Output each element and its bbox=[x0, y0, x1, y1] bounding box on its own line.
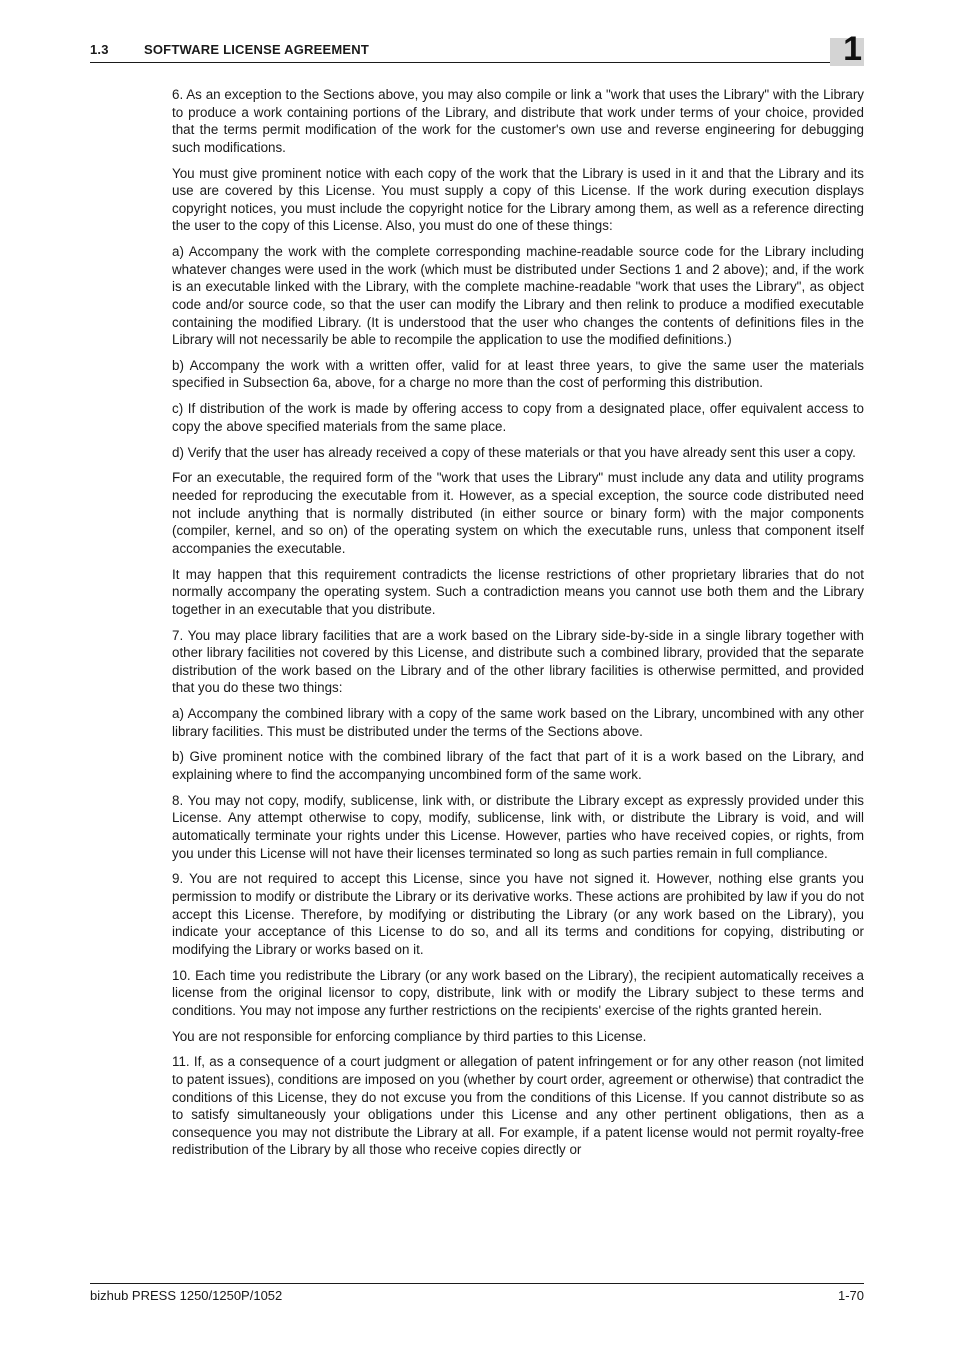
paragraph: d) Verify that the user has already received a copy of these materials or that you have already sent this user a copy. bbox=[172, 444, 856, 460]
page-number: 1-70 bbox=[837, 1288, 864, 1303]
paragraph: 6. As an exception to the Sections above, you may also compile or link a "work that uses the Library" with the Library to produce a work containing portions of the Library, and distribute that work under terms of your choice, provided that the terms permit modification of the work for the customer's own use and reverse engineering for debugging such modifications. bbox=[172, 87, 864, 155]
paragraph: You are not responsible for enforcing compliance by third parties to this License. bbox=[172, 1028, 647, 1044]
paragraph: b) Accompany the work with a written offer, valid for at least three years, to give the same user the materials specified in Subsection 6a, above, for a charge no more than the cost of performing this distribution. bbox=[172, 357, 864, 391]
section-title: SOFTWARE LICENSE AGREEMENT bbox=[144, 42, 370, 57]
paragraph: 8. You may not copy, modify, sublicense, link with, or distribute the Library except as expressly provided under this License. Any attempt otherwise to copy, modify, sublicense, link with, or distribute the Library is void, and will automatically terminate your rights under this License. However, parties who have received copies, or rights, from you under this License will not have their licenses terminated so long as such parties remain in full compliance. bbox=[172, 792, 864, 861]
paragraph: c) If distribution of the work is made by offering access to copy from a designated place, offer equivalent access to copy the above specified materials from the same place. bbox=[172, 401, 864, 434]
license-body bbox=[172, 86, 864, 1167]
chapter-number: 1 bbox=[843, 30, 862, 68]
paragraph: You must give prominent notice with each copy of the work that the Library is used in it and that the Library and its use are covered by this License. You must supply a copy of this License. If the work during execution displays copyright notices, you must include the copyright notice for the Library among them, as well as a reference directing the user to the copy of this License. Also, you must do one of these things: bbox=[172, 165, 864, 234]
chapter-tab bbox=[830, 30, 864, 68]
paragraph: a) Accompany the combined library with a copy of the same work based on the Library, uncombined with any other library facilities. This must be distributed under the terms of the Sections above. bbox=[172, 706, 864, 739]
paragraph: It may happen that this requirement contradicts the license restrictions of other proprietary libraries that do not normally accompany the operating system. Such a contradiction means you cannot use both them and the Library together in an executable that you distribute. bbox=[172, 566, 864, 617]
paragraph: a) Accompany the work with the complete corresponding machine-readable source code for the Library including whatever changes were used in the work (which must be distributed under Sections 1 and 2 above); and, if the work is an executable linked with the Library, with the complete machine-readable "work that uses the Library", as object code and/or source code, so that the user can modify the Library and then relink to produce a modified executable containing the modified Library. (It is understood that the user who changes the contents of definitions files in the Library will not necessarily be able to recompile the application to use the modified definitions.) bbox=[172, 244, 864, 348]
page-header bbox=[90, 30, 864, 68]
paragraph: 9. You are not required to accept this License, since you have not signed it. However, nothing else grants you permission to modify or distribute the Library or its derivative works. These actions are prohibited by law if you do not accept this License. Therefore, by modifying or distributing the Library (or any work based on the Library), you indicate your acceptance of this License to do so, and all its terms and conditions for copying, distributing or modifying the Library or works based on it. bbox=[172, 871, 864, 957]
section-number: 1.3 bbox=[90, 42, 109, 57]
product-name: bizhub PRESS 1250/1250P/1052 bbox=[90, 1288, 283, 1303]
paragraph: b) Give prominent notice with the combined library of the fact that part of it is a work based on the Library, and explaining where to find the accompanying uncombined form of the same work. bbox=[172, 749, 864, 783]
header-divider bbox=[90, 62, 830, 63]
paragraph: 10. Each time you redistribute the Library (or any work based on the Library), the recipient automatically receives a license from the original licensor to copy, distribute, link with or modify the Library subject to these terms and conditions. You may not impose any further restrictions on the recipients' exercise of the rights granted herein. bbox=[172, 967, 864, 1018]
paragraph: 11. If, as a consequence of a court judgment or allegation of patent infringement or for any other reason (not limited to patent issues), conditions are imposed on you (whether by court order, agreement or otherwise) that contradict the conditions of this License, they do not excuse you from the conditions of this License. If you cannot distribute so as to satisfy simultaneously your obligations under this License and any other pertinent obligations, then as a consequence you may not distribute the Library at all. For example, if a patent license would not permit royalty-free redistribution of the Library by all those who receive copies directly or bbox=[172, 1054, 864, 1158]
paragraph: 7. You may place library facilities that are a work based on the Library side-by-side in a single library together with other library facilities not covered by this License, and distribute such a combined library, provided that the separate distribution of the work based on the Library and of the other library facilities is otherwise permitted, and provided that you do these two things: bbox=[172, 627, 864, 696]
footer-divider bbox=[90, 1283, 864, 1284]
paragraph: For an executable, the required form of the "work that uses the Library" must include any data and utility programs needed for reproducing the executable from it. However, as a special exception, the source code distributed need not include anything that is normally distributed (in either source or binary form) with the major components (compiler, kernel, and so on) of the operating system on which the executable runs, unless that component itself accompanies the executable. bbox=[172, 470, 864, 556]
